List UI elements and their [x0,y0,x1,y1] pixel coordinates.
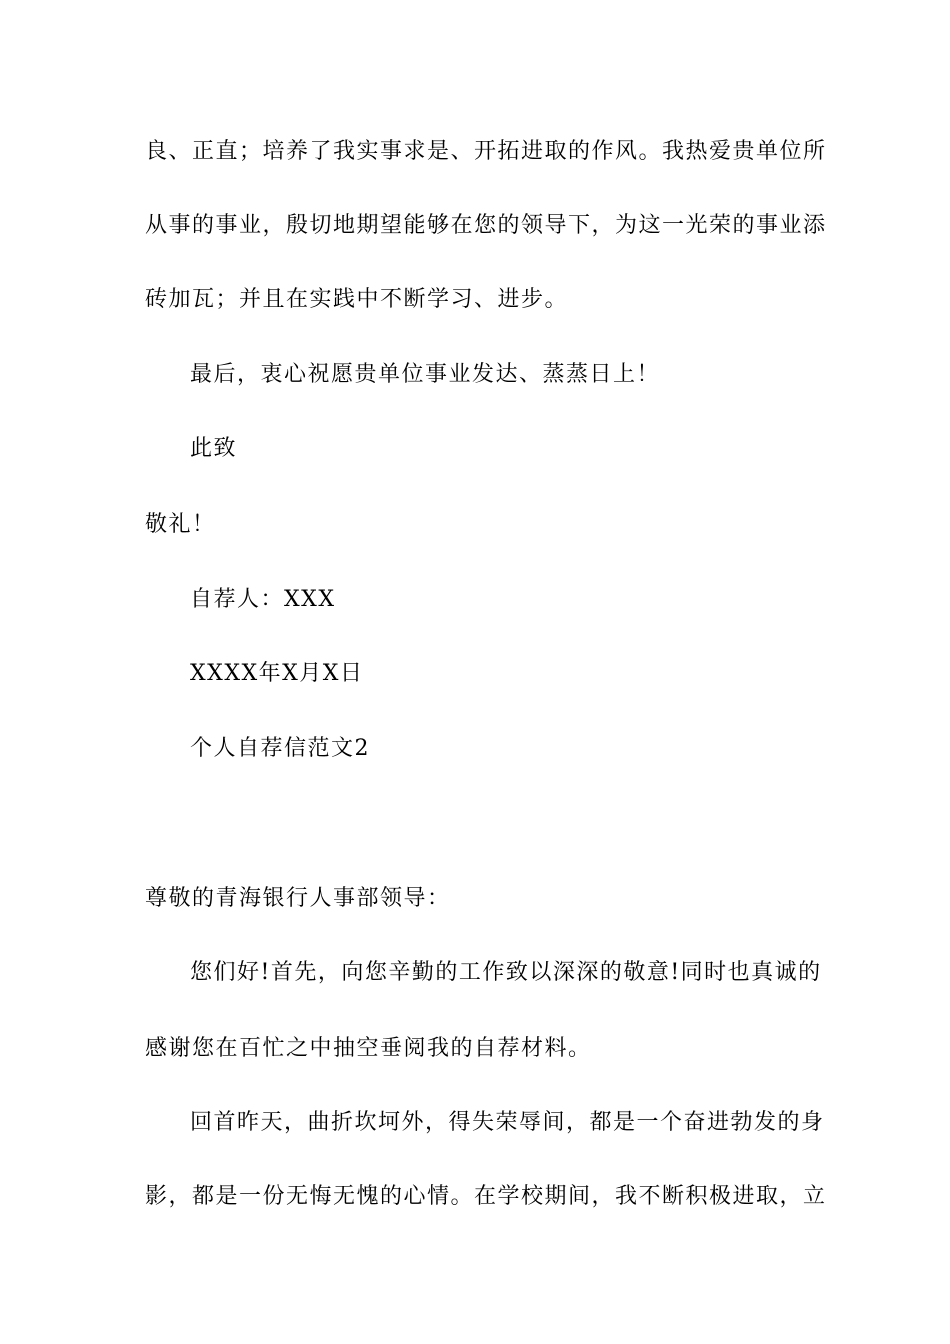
paragraph-line: 回首昨天，曲折坎坷外，得失荣辱间，都是一个奋进勃发的身 [190,1110,825,1135]
letter-greeting: 尊敬的青海银行人事部领导： [145,886,451,911]
paragraph-line: 砖加瓦；并且在实践中不断学习、进步。 [145,287,569,312]
salutation-jingli: 敬礼！ [145,512,216,537]
closing-wish-line: 最后，衷心祝愿贵单位事业发达、蒸蒸日上！ [190,362,661,387]
paragraph-line: 良、正直；培养了我实事求是、开拓进取的作风。我热爱贵单位所 [145,139,827,164]
salutation-cizhi: 此致 [190,436,238,461]
paragraph-line: 感谢您在百忙之中抽空垂阅我的自荐材料。 [145,1036,592,1061]
paragraph-line: 从事的事业，殷切地期望能够在您的领导下，为这一光荣的事业添 [145,213,827,238]
paragraph-line: 您们好!首先，向您辛勤的工作致以深深的敬意!同时也真诚的 [190,960,822,985]
section-heading: 个人自荐信范文2 [190,736,370,761]
date-line: XXXX年X月X日 [190,661,364,686]
paragraph-line: 影，都是一份无悔无愧的心情。在学校期间，我不断积极进取，立 [145,1184,827,1209]
signature-line: 自荐人：XXX [190,587,336,612]
